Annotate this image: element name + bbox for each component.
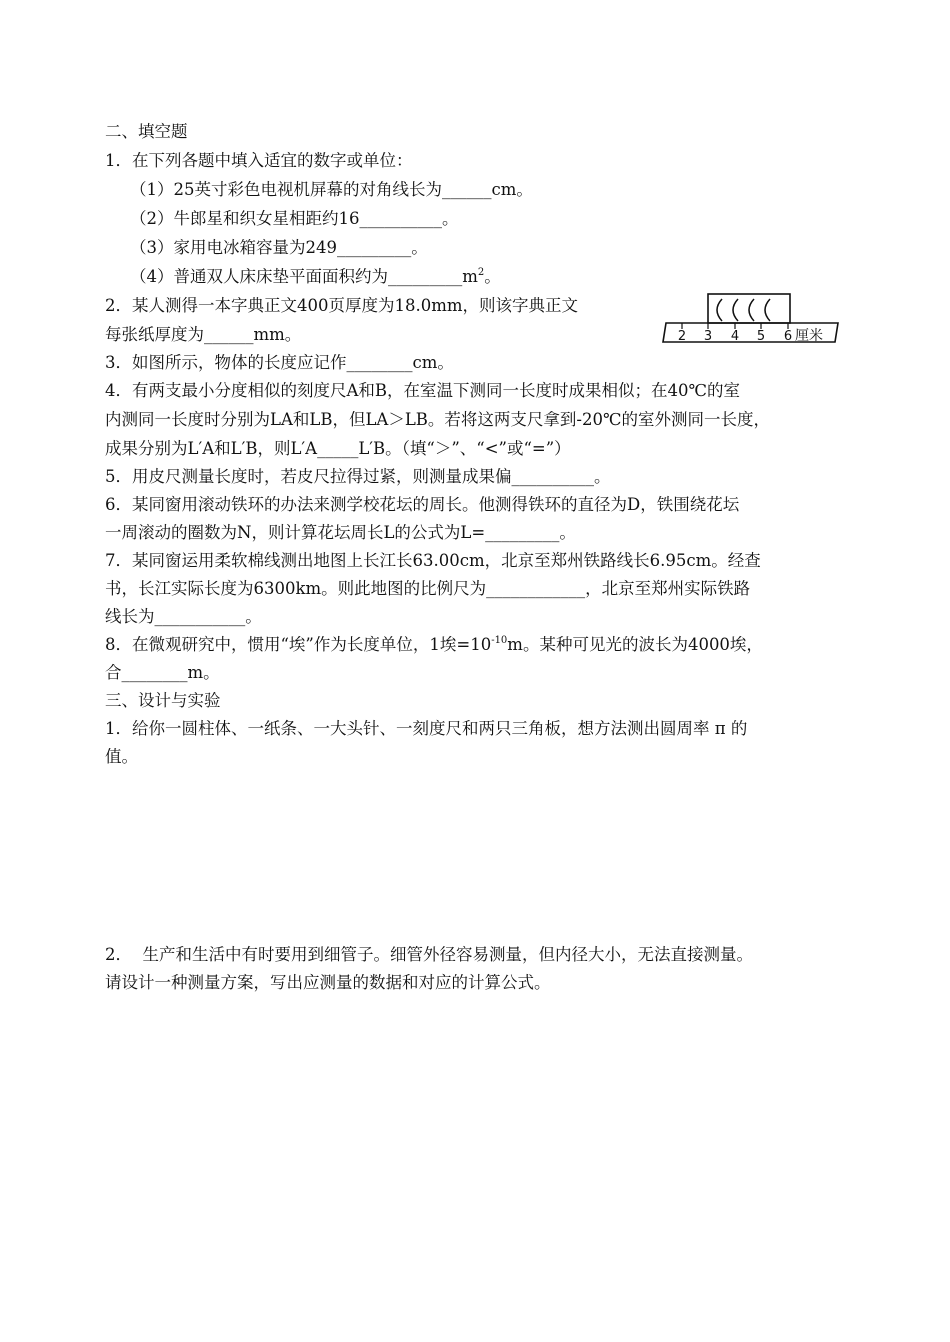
- object-arc-3: [749, 299, 754, 321]
- question-8-line-2: 合________m。: [105, 663, 220, 682]
- design-question-1-line-1: 1．给你一圆柱体、一纸条、一大头针、一刻度尺和两只三角板，想方法测出圆周率 π 的: [105, 719, 748, 738]
- object-arc-4: [765, 299, 770, 321]
- section-heading-design-experiment: 三、设计与实验: [105, 691, 221, 710]
- design-question-2-line-1: 2． 生产和生活中有时要用到细管子。细管外径容易测量，但内径大小，无法直接测量。: [105, 945, 753, 964]
- question-1-item-4: （4）普通双人床床垫平面面积约为$\_\_\_\_\_\_\_\_\_m^2$。: [130, 267, 501, 286]
- ruler-label-6: 6: [783, 329, 793, 344]
- question-1-item-2: （2）牛郎星和织女星相距约16__________。: [130, 209, 459, 228]
- ruler-label-4: 4: [730, 329, 740, 344]
- question-6-line-2: 一周滚动的圈数为N，则计算花坛周长L的公式为L=_________。: [105, 523, 576, 542]
- question-1-stem: 1．在下列各题中填入适宜的数字或单位：: [105, 151, 413, 170]
- ruler-unit-label: 厘米: [795, 328, 823, 344]
- question-4-line-3: 成果分别为L′A和L′B，则L′A_____L′B。（填“＞”、“<”或“=”）: [105, 439, 571, 458]
- question-6-line-1: 6．某同窗用滚动铁环的办法来测学校花坛的周长。他测得铁环的直径为D，铁围绕花坛: [105, 495, 740, 514]
- question-2-line-2: 每张纸厚度为______mm。: [105, 325, 302, 344]
- question-1-item-1: （1）25英寸彩色电视机屏幕的对角线长为______cm。: [130, 180, 533, 199]
- design-question-2-line-2: 请设计一种测量方案，写出应测量的数据和对应的计算公式。: [105, 973, 551, 992]
- ruler-label-5: 5: [756, 329, 766, 344]
- question-7-line-2: 书，长江实际长度为6300km。则此地图的比例尺为____________，北京至郑州实际铁路: [105, 579, 751, 598]
- question-5: 5．用皮尺测量长度时，若皮尺拉得过紧，则测量成果偏__________。: [105, 467, 611, 486]
- ruler-label-2: 2: [677, 329, 687, 344]
- question-4-line-1: 4．有两支最小分度相似的刻度尺A和B，在室温下测同一长度时成果相似；在40℃的室: [105, 381, 740, 400]
- section-heading-fill-in: 二、填空题: [105, 122, 188, 141]
- question-7-line-3: 线长为___________。: [105, 607, 262, 626]
- question-1-item-3: （3）家用电冰箱容量为249_________。: [130, 238, 428, 257]
- question-7-line-1: 7．某同窗运用柔软棉线测出地图上长江长63.00cm，北京至郑州铁路线长6.95cm。经查: [105, 551, 761, 570]
- question-8-line-1: 8．在微观研究中，惯用“埃”作为长度单位，1埃$=10^{-10}m$。某种可见光的波长为4000埃，: [105, 635, 763, 654]
- object-arc-2: [733, 299, 738, 321]
- object-arc-1: [717, 299, 722, 321]
- ruler-label-3: 3: [703, 329, 713, 344]
- question-3: 3．如图所示，物体的长度应记作________cm。: [105, 353, 454, 372]
- design-question-1-line-2: 值。: [105, 747, 138, 766]
- question-4-line-2: 内测同一长度时分别为LA和LB，但LA＞LB。若将这两支尺拿到-20℃的室外测同一长度，: [105, 410, 770, 429]
- ruler-figure: [660, 290, 840, 346]
- question-2-line-1: 2．某人测得一本字典正文400页厚度为18.0mm，则该字典正文: [105, 296, 579, 315]
